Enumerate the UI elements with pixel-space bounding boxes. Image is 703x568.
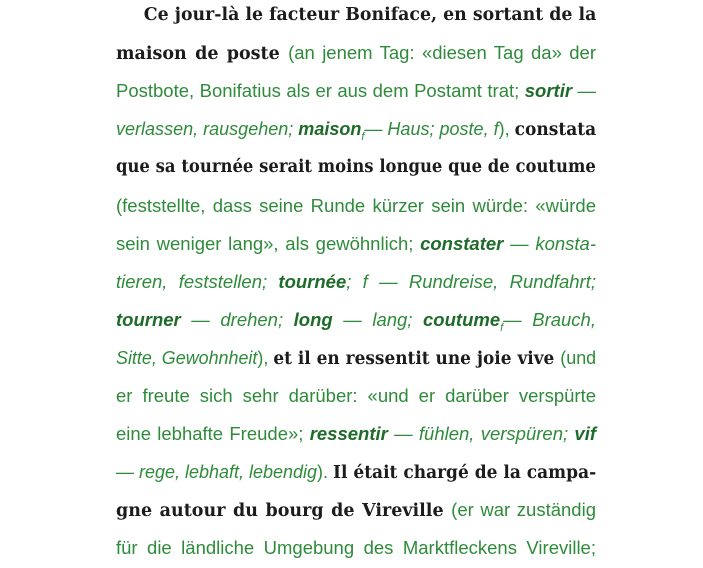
vocab-keyword: vif: [574, 423, 596, 444]
german-gloss: ),: [257, 347, 274, 368]
vocab-keyword: maison: [298, 118, 362, 139]
french-text: maison de poste: [116, 44, 289, 64]
german-gloss: — Brauch,: [503, 309, 596, 330]
vocab-keyword: coutume: [423, 309, 501, 330]
german-gloss: — fühlen, verspüren;: [387, 423, 575, 444]
german-gloss: — rege, lebhaft, lebendig: [116, 461, 318, 482]
german-gloss: sein weniger lang», als gewöhnlich;: [116, 233, 421, 254]
german-gloss: (an jenem Tag: «diesen Tag da» der: [288, 42, 596, 63]
text-line: [116, 72, 596, 110]
text-line: [116, 263, 596, 301]
german-gloss: f: [361, 131, 365, 143]
vocab-keyword: tournée: [278, 271, 347, 292]
german-gloss: — Haus; poste, f: [364, 118, 499, 139]
vocab-keyword: long: [293, 309, 333, 330]
german-gloss: eine lebhafte Freude»;: [116, 423, 310, 444]
text-line: [116, 110, 596, 148]
text-line: [116, 148, 596, 186]
text-line: [116, 0, 596, 34]
french-text: que sa tournée serait moins longue que de coutume: [116, 157, 596, 177]
german-gloss: ).: [317, 461, 334, 482]
german-gloss: verlassen, rausgehen;: [116, 118, 299, 139]
german-gloss: für die ländliche Umgebung des Marktfleckens Vireville;: [116, 537, 596, 558]
german-gloss: — drehen;: [180, 309, 294, 330]
text-line: [116, 491, 596, 529]
text-line: [116, 34, 596, 72]
german-gloss: (feststellte, dass seine Runde kürzer sein würde: «würde: [116, 195, 596, 216]
french-text: gne autour du bourg de Vireville: [116, 501, 452, 521]
french-text: constata: [514, 120, 597, 140]
german-gloss: — lang;: [332, 309, 424, 330]
text-line: [116, 339, 596, 377]
text-line: [116, 225, 596, 263]
text-line: [116, 301, 596, 339]
vocab-keyword: ressentir: [309, 423, 388, 444]
german-gloss: — konsta-: [503, 233, 596, 254]
vocab-keyword: tourner: [116, 309, 181, 330]
german-gloss: Postbote, Bonifatius als er aus dem Postamt trat;: [116, 80, 525, 101]
text-line: [116, 415, 596, 453]
german-gloss: (und: [560, 347, 597, 368]
german-gloss: er freute sich sehr darüber: «und er darüber verspürte: [116, 385, 596, 406]
german-gloss: tieren, feststellen;: [116, 271, 279, 292]
vocab-keyword: sortir: [524, 80, 573, 101]
text-line: [116, 187, 596, 225]
german-gloss: ),: [498, 118, 515, 139]
german-gloss: Sitte, Gewohnheit: [116, 347, 258, 368]
french-text: Ce jour-là le facteur Boniface, en sortant de la: [143, 5, 597, 25]
text-line: [116, 529, 596, 567]
german-gloss: ; f — Rundreise, Rundfahrt;: [346, 271, 596, 292]
french-text: Il était chargé de la campa-: [333, 463, 597, 483]
text-line: [116, 377, 596, 415]
text-line: [116, 453, 596, 491]
german-gloss: (er war zuständig: [451, 499, 596, 520]
german-gloss: —: [572, 80, 597, 101]
french-text: et il en ressentit une joie vive: [273, 349, 561, 369]
german-gloss: f: [500, 322, 504, 334]
vocab-keyword: constater: [420, 233, 504, 254]
